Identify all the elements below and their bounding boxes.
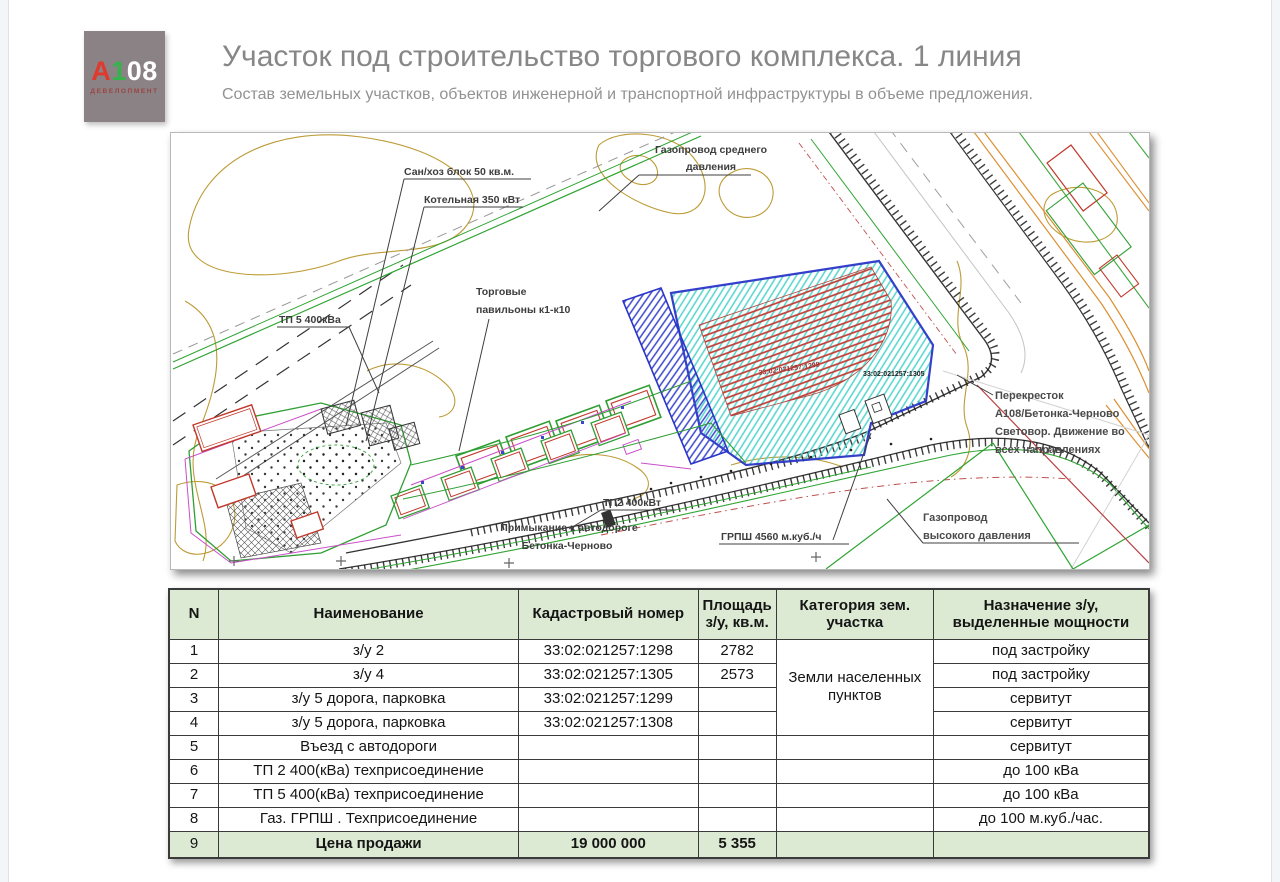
cell-name: з/у 4	[219, 663, 519, 687]
header-name: Наименование	[219, 589, 519, 639]
cell-n: 7	[169, 783, 219, 807]
label-gas-high-1: Газопровод	[923, 512, 988, 524]
label-primyk-1: Примыкание к автодороге	[500, 522, 638, 534]
label-gas-medium-2: давления	[685, 161, 737, 173]
cell-n: 6	[169, 759, 219, 783]
cell-purpose: сервитут	[933, 735, 1149, 759]
cell-n: 4	[169, 711, 219, 735]
cell-cadastral: 33:02:021257:1305	[519, 663, 698, 687]
cell-n: 8	[169, 807, 219, 831]
cell-purpose: под застройку	[933, 639, 1149, 663]
cell-cadastral: 19 000 000	[519, 831, 698, 858]
cell-purpose	[933, 831, 1149, 858]
cell-n: 1	[169, 639, 219, 663]
label-grpsh: ГРПШ 4560 м.куб./ч	[721, 531, 822, 543]
table-row	[169, 759, 1149, 783]
table-row	[169, 783, 1149, 807]
page-title: Участок под строительство торгового комплекса. 1 линия	[222, 40, 1022, 73]
cadastral-label-1298: 33:02:021257:1298	[758, 361, 821, 377]
cell-area	[698, 759, 776, 783]
cell-area	[698, 735, 776, 759]
cell-name: з/у 2	[219, 639, 519, 663]
cell-area: 5 355	[698, 831, 776, 858]
company-logo	[84, 31, 165, 122]
parcel-zu2-zu4	[623, 261, 933, 469]
label-tp5: ТП 5 400кВа	[279, 314, 341, 326]
page-subtitle: Состав земельных участков, объектов инженерной и транспортной инфраструктуры в объеме предложения.	[222, 86, 1033, 103]
cell-category	[776, 783, 933, 807]
table-row	[169, 663, 1149, 687]
cell-category	[776, 831, 933, 858]
table-row	[169, 711, 1149, 735]
table-row	[169, 639, 1149, 663]
header-category: Категория зем. участка	[776, 589, 933, 639]
cell-cadastral: 33:02:021257:1308	[519, 711, 698, 735]
cell-cadastral	[519, 783, 698, 807]
logo-wordmark	[84, 58, 165, 85]
cell-name: ТП 2 400(кВа) техприсоединение	[219, 759, 519, 783]
label-crossroad-1: Перекресток	[995, 390, 1064, 402]
logo-letter-1: 1	[111, 56, 127, 86]
logo-letters-08: 08	[126, 56, 158, 86]
label-tp2: ТП2 400кВт	[603, 497, 662, 509]
cell-n: 3	[169, 687, 219, 711]
table-row	[169, 687, 1149, 711]
table-header-row	[169, 589, 1149, 639]
site-plan	[171, 133, 1149, 569]
logo-letter-a: А	[91, 56, 112, 86]
label-pavilions-2: павильоны к1-к10	[476, 304, 571, 316]
label-crossroad-4: всех направлениях	[995, 444, 1101, 456]
cell-purpose: сервитут	[933, 711, 1149, 735]
cell-name: ТП 5 400(кВа) техприсоединение	[219, 783, 519, 807]
cell-area: 2573	[698, 663, 776, 687]
cell-cadastral: 33:02:021257:1299	[519, 687, 698, 711]
label-crossroad-3: Световор. Движение во	[995, 426, 1125, 438]
label-primyk-2: Бетонка-Черново	[521, 540, 613, 552]
cell-purpose: до 100 кВа	[933, 783, 1149, 807]
cell-category	[776, 807, 933, 831]
cell-name: Цена продажи	[219, 831, 519, 858]
cell-cadastral: 33:02:021257:1298	[519, 639, 698, 663]
header-area: Площадь з/у, кв.м.	[698, 589, 776, 639]
cell-name: з/у 5 дорога, парковка	[219, 687, 519, 711]
label-gas-high-2: высокого давления	[923, 530, 1031, 542]
cell-cadastral	[519, 735, 698, 759]
cell-area	[698, 687, 776, 711]
cell-category	[776, 759, 933, 783]
cell-area	[698, 783, 776, 807]
cell-cadastral	[519, 759, 698, 783]
cell-n: 5	[169, 735, 219, 759]
cadastral-label-1305: 33:02:021257:1305	[863, 371, 925, 378]
label-boiler: Котельная 350 кВт	[424, 194, 521, 206]
cell-area: 2782	[698, 639, 776, 663]
header-cadastral: Кадастровый номер	[519, 589, 698, 639]
header-purpose: Назначение з/у, выделенные мощности	[933, 589, 1149, 639]
cell-cadastral	[519, 807, 698, 831]
page-right-edge	[1271, 0, 1280, 882]
site-plan-image	[170, 132, 1150, 570]
grid-plus-marks	[229, 552, 821, 568]
header-n: N	[169, 589, 219, 639]
label-crossroad-2: А108/Бетонка-Черново	[995, 408, 1120, 420]
label-pavilions-1: Торговые	[476, 286, 527, 298]
land-plots-table	[168, 588, 1150, 859]
table-row-total	[169, 831, 1149, 858]
cell-purpose: сервитут	[933, 687, 1149, 711]
cell-area	[698, 807, 776, 831]
cell-name: Газ. ГРПШ . Техприсоединение	[219, 807, 519, 831]
label-gas-medium-1: Газопровод среднего	[654, 144, 768, 156]
table-row	[169, 735, 1149, 759]
cell-category	[776, 735, 933, 759]
table-row	[169, 807, 1149, 831]
label-san-block: Сан/хоз блок 50 кв.м.	[404, 166, 515, 178]
cell-name: з/у 5 дорога, парковка	[219, 711, 519, 735]
cell-purpose: до 100 м.куб./час.	[933, 807, 1149, 831]
cell-category-merged: Земли населенных пунктов	[776, 639, 933, 735]
logo-caption: ДЕВЕЛОПМЕНТ	[90, 88, 159, 95]
cell-purpose: под застройку	[933, 663, 1149, 687]
cell-purpose: до 100 кВа	[933, 759, 1149, 783]
page-left-edge	[0, 0, 9, 882]
cell-n: 9	[169, 831, 219, 858]
cell-area	[698, 711, 776, 735]
cell-name: Въезд с автодороги	[219, 735, 519, 759]
cell-n: 2	[169, 663, 219, 687]
